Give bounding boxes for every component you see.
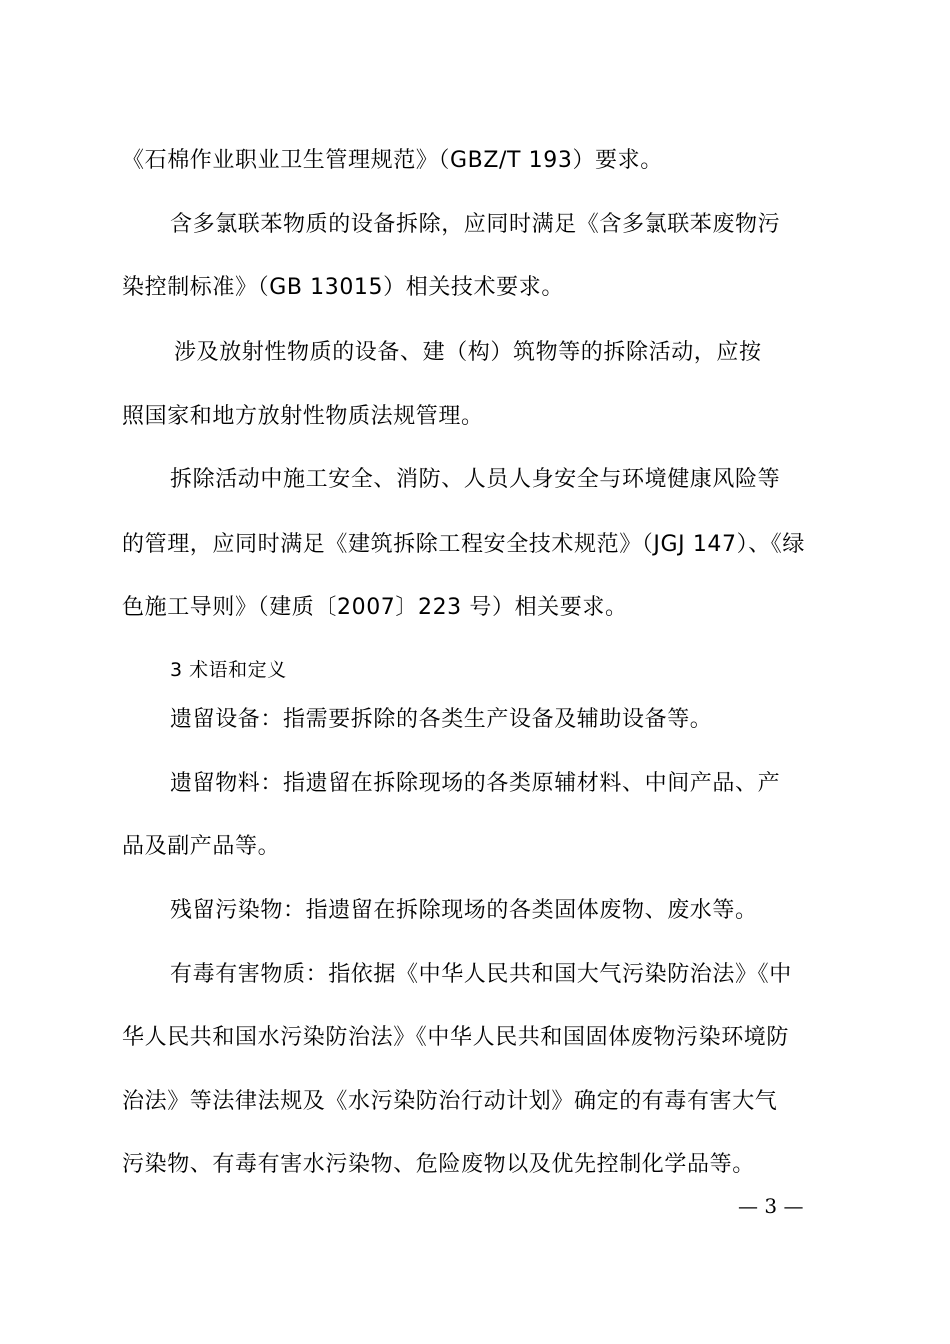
paragraph-line: 色施工导则》（建质〔2007〕223 号）相关要求。 — [122, 595, 628, 620]
paragraph-line: 照国家和地方放射性物质法规管理。 — [122, 404, 484, 429]
definition-line: 有毒有害物质：指依据《中华人民共和国大气污染防治法》《中 — [170, 962, 792, 987]
definition-line: 污染物、有毒有害水污染物、危险废物以及优先控制化学品等。 — [122, 1152, 755, 1177]
paragraph-line: 拆除活动中施工安全、消防、人员人身安全与环境健康风险等 — [170, 467, 781, 492]
paragraph-line: 《石棉作业职业卫生管理规范》（GBZ/T 193）要求。 — [122, 148, 663, 173]
definition-line: 华人民共和国水污染防治法》《中华人民共和国固体废物污染环境防 — [122, 1025, 790, 1050]
paragraph-line: 涉及放射性物质的设备、建（构）筑物等的拆除活动，应按 — [174, 340, 762, 365]
paragraph-line: 染控制标准》（GB 13015）相关技术要求。 — [122, 275, 564, 300]
paragraph-line: 含多氯联苯物质的设备拆除，应同时满足《含多氯联苯废物污 — [170, 212, 781, 237]
paragraph-line: 的管理，应同时满足《建筑拆除工程安全技术规范》（JGJ 147）、《绿 — [122, 532, 806, 557]
section-heading: 3 术语和定义 — [170, 659, 287, 681]
definition-line: 品及副产品等。 — [122, 834, 281, 859]
definition-line: 残留污染物：指遗留在拆除现场的各类固体废物、废水等。 — [170, 898, 758, 923]
page-number: — 3 — — [738, 1194, 804, 1218]
definition-line: 遗留物料：指遗留在拆除现场的各类原辅材料、中间产品、产 — [170, 771, 781, 796]
definition-line: 遗留设备：指需要拆除的各类生产设备及辅助设备等。 — [170, 707, 713, 732]
definition-line: 治法》等法律法规及《水污染防治行动计划》确定的有毒有害大气 — [122, 1089, 778, 1114]
